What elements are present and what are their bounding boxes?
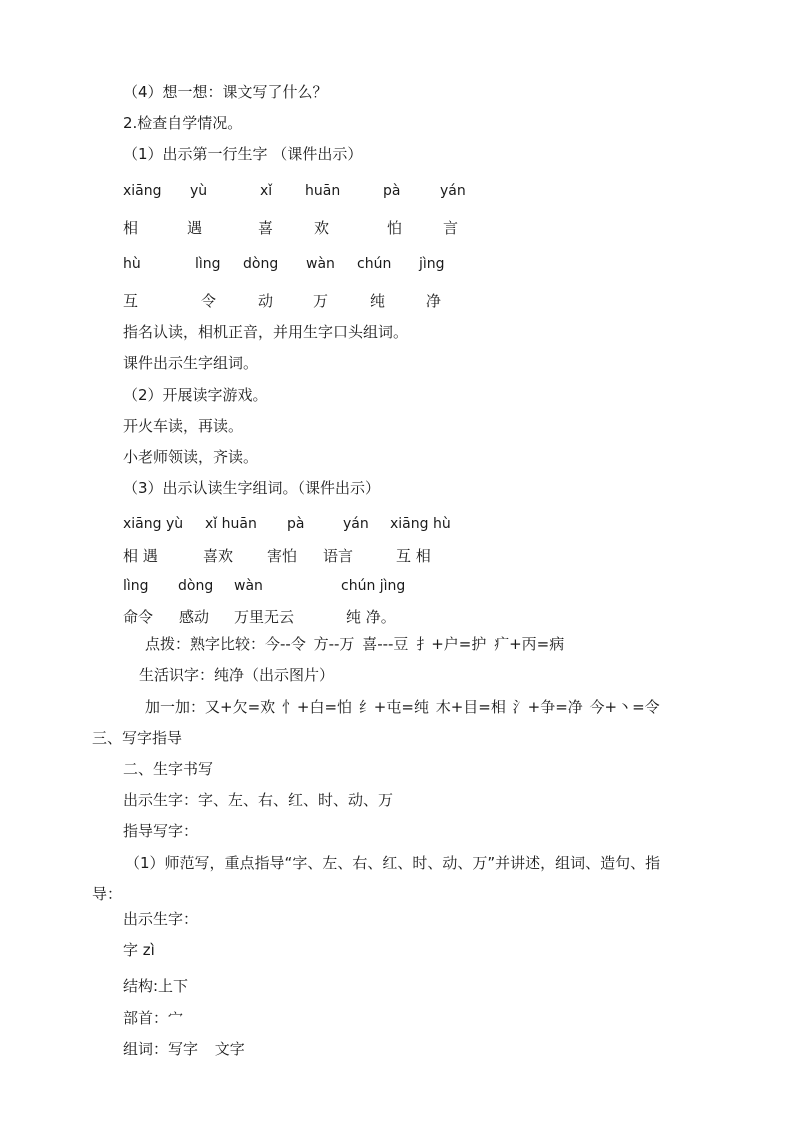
hanzi-word: 语言 — [323, 547, 354, 565]
text-line: 加一加：又+欠=欢 忄+白=怕 纟+屯=纯 木+目=相 氵+争=净 今+丶=令 — [145, 698, 660, 716]
hanzi: 令 — [201, 292, 217, 310]
pinyin: pà — [287, 516, 305, 532]
text-line: 结构:上下 — [123, 977, 189, 995]
text-line: （1）出示第一行生字 （课件出示） — [123, 145, 363, 163]
pinyin: yán — [440, 183, 466, 199]
hanzi-word: 相 遇 — [123, 547, 158, 565]
pinyin: lìng — [195, 256, 221, 272]
hanzi: 喜 — [258, 219, 274, 237]
pinyin: pà — [383, 183, 401, 199]
pinyin: chún jìng — [341, 578, 406, 594]
text-line: （3）出示认读生字组词。（课件出示） — [123, 479, 381, 497]
pinyin: wàn — [234, 578, 263, 594]
pinyin: jìng — [419, 256, 445, 272]
hanzi: 互 — [123, 292, 139, 310]
pinyin: xǐ huān — [205, 516, 257, 532]
hanzi: 动 — [258, 292, 274, 310]
pinyin: xiāng yù — [123, 516, 184, 532]
hanzi-word: 纯 净。 — [346, 608, 396, 626]
pinyin: yù — [190, 183, 208, 199]
pinyin: xiāng — [123, 183, 162, 199]
text-line: 组词：写字 文字 — [123, 1040, 245, 1058]
text-line: 2.检查自学情况。 — [123, 114, 243, 132]
pinyin: huān — [305, 183, 341, 199]
hanzi: 净 — [426, 292, 442, 310]
pinyin: lìng — [123, 578, 149, 594]
section-heading: 二、生字书写 — [123, 760, 214, 778]
hanzi: 欢 — [314, 219, 330, 237]
hanzi: 遇 — [187, 219, 203, 237]
text-line: 导： — [92, 885, 123, 903]
text-line: 点拨：熟字比较：今--令 方--万 喜---豆 扌+户=护 疒+丙=病 — [145, 635, 565, 653]
character-entry: 字 zì — [123, 941, 155, 959]
text-line: 部首：宀 — [123, 1009, 184, 1027]
text-line: 生活识字：纯净（出示图片） — [139, 666, 335, 684]
hanzi: 万 — [313, 292, 329, 310]
text-line: （1）师范写，重点指导“字、左、右、红、时、动、万”并讲述，组词、造句、指 — [125, 854, 661, 872]
hanzi: 怕 — [387, 219, 403, 237]
hanzi: 相 — [123, 219, 139, 237]
hanzi-word: 互 相 — [396, 547, 431, 565]
text-line: 指名认读，相机正音，并用生字口头组词。 — [123, 323, 409, 341]
pinyin: wàn — [306, 256, 335, 272]
pinyin: dòng — [178, 578, 214, 594]
text-line: （2）开展读字游戏。 — [123, 386, 268, 404]
hanzi-word: 万里无云 — [234, 608, 295, 626]
pinyin: dòng — [243, 256, 279, 272]
text-line: 课件出示生字组词。 — [123, 354, 259, 372]
pinyin: yán — [343, 516, 369, 532]
text-line: 指导写字： — [123, 822, 199, 840]
hanzi: 纯 — [370, 292, 386, 310]
hanzi-word: 命令 — [123, 608, 154, 626]
hanzi: 言 — [443, 219, 459, 237]
hanzi-word: 感动 — [179, 608, 210, 626]
text-line: 出示生字： — [123, 910, 199, 928]
text-line: 开火车读，再读。 — [123, 417, 244, 435]
pinyin: xǐ — [260, 183, 273, 199]
pinyin: chún — [357, 256, 392, 272]
pinyin: hù — [123, 256, 141, 272]
text-line: 小老师领读，齐读。 — [123, 448, 259, 466]
text-line: 出示生字：字、左、右、红、时、动、万 — [123, 791, 394, 809]
section-heading: 三、写字指导 — [92, 729, 183, 747]
text-line: （4）想一想：课文写了什么？ — [123, 83, 328, 101]
hanzi-word: 害怕 — [267, 547, 298, 565]
pinyin: xiāng hù — [390, 516, 451, 532]
hanzi-word: 喜欢 — [203, 547, 234, 565]
